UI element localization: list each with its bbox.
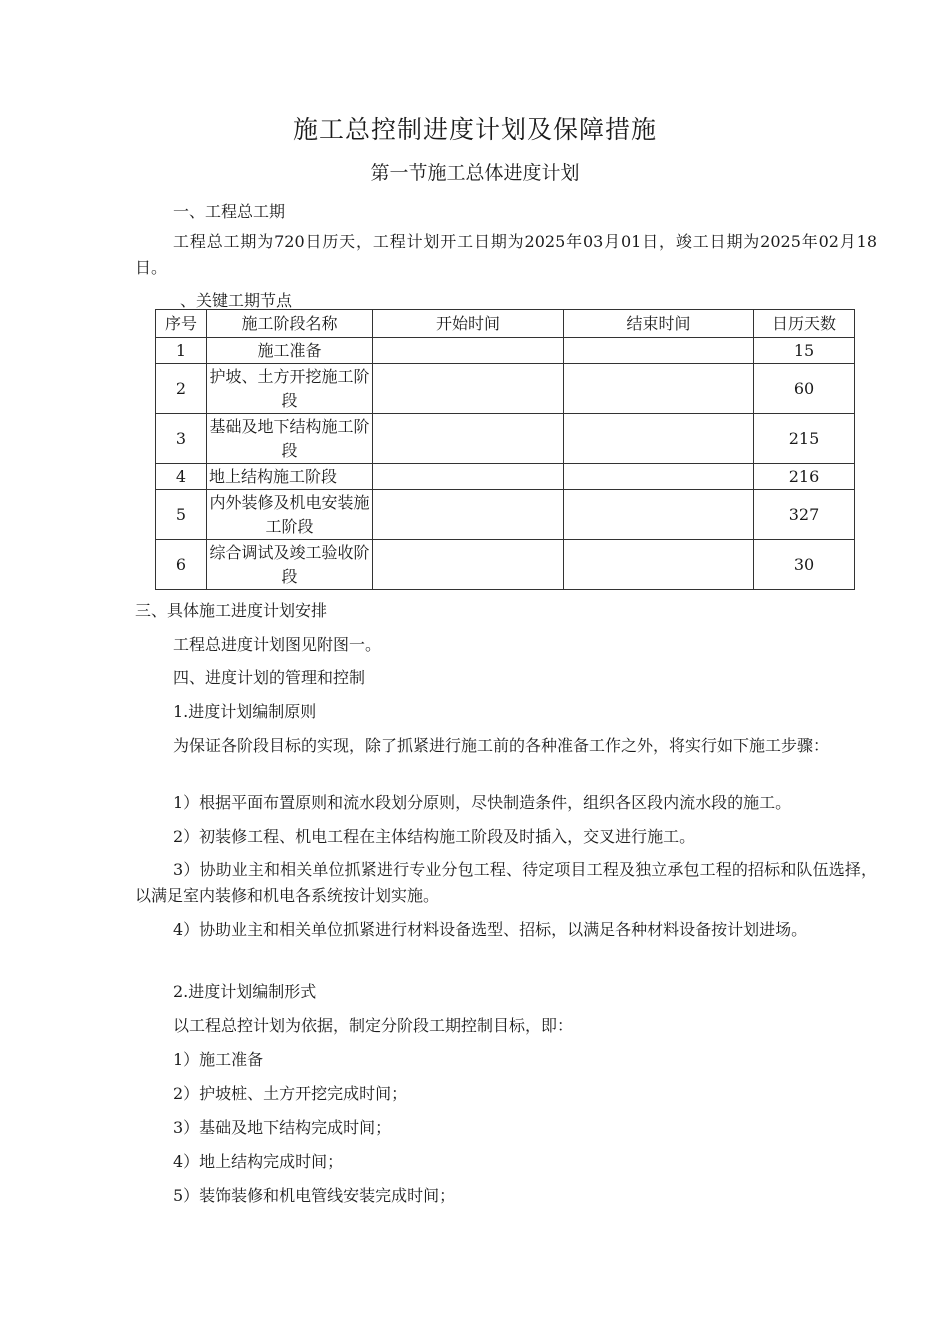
cell-stage: 内外装修及机电安装施工阶段 [207, 490, 373, 540]
target-item: 2）护坡桩、土方开挖完成时间； [173, 1084, 408, 1103]
table-header-row [156, 310, 855, 338]
cell-days: 30 [754, 540, 855, 590]
cell-end [564, 540, 754, 590]
compilation-form-text: 以工程总控计划为依据，制定分阶段工期控制目标，即： [173, 1016, 574, 1035]
table-row [156, 338, 855, 364]
total-duration-paragraph: 工程总工期为720日历天，工程计划开工日期为2025年03月01日，竣工日期为2025年02月18日。 [135, 232, 877, 277]
cell-no: 1 [156, 338, 207, 364]
cell-start [373, 338, 564, 364]
cell-days: 216 [754, 464, 855, 490]
heading-compilation-principles: 1.进度计划编制原则 [173, 702, 317, 721]
step-item: 1）根据平面布置原则和流水段划分原则，尽快制造条件，组织各区段内流水段的施工。 [173, 793, 792, 812]
cell-no: 3 [156, 414, 207, 464]
cell-end [564, 490, 754, 540]
cell-end [564, 364, 754, 414]
cell-no: 6 [156, 540, 207, 590]
target-item: 4）地上结构完成时间； [173, 1152, 344, 1171]
step-item: 2）初装修工程、机电工程在主体结构施工阶段及时插入，交叉进行施工。 [173, 827, 696, 846]
table-row [156, 540, 855, 590]
step-item: 4）协助业主和相关单位抓紧进行材料设备选型、招标，以满足各种材料设备按计划进场。 [173, 920, 808, 939]
cell-no: 2 [156, 364, 207, 414]
target-item: 1）施工准备 [173, 1050, 264, 1069]
cell-start [373, 364, 564, 414]
heading-key-milestones: 、关键工期节点 [180, 291, 293, 310]
document-title: 施工总控制进度计划及保障措施 [292, 115, 657, 144]
table-row [156, 364, 855, 414]
target-item: 5）装饰装修和机电管线安装完成时间； [173, 1186, 456, 1205]
cell-stage: 基础及地下结构施工阶段 [207, 414, 373, 464]
section-title: 第一节施工总体进度计划 [370, 162, 580, 184]
heading-total-duration: 一、工程总工期 [173, 202, 286, 221]
cell-start [373, 464, 564, 490]
header-end: 结束时间 [564, 310, 754, 338]
cell-start [373, 490, 564, 540]
header-start: 开始时间 [373, 310, 564, 338]
step-item: 3）协助业主和相关单位抓紧进行专业分包工程、待定项目工程及独立承包工程的招标和队伍选择，以满足室内装修和机电各系统按计划实施。 [135, 860, 877, 905]
schedule-arrangement-text: 工程总进度计划图见附图一。 [173, 635, 382, 654]
table-row [156, 464, 855, 490]
cell-no: 4 [156, 464, 207, 490]
cell-stage: 护坡、土方开挖施工阶段 [207, 364, 373, 414]
compilation-principles-paragraph: 为保证各阶段目标的实现，除了抓紧进行施工前的各种准备工作之外，将实行如下施工步骤： [173, 736, 830, 755]
cell-stage: 施工准备 [207, 338, 373, 364]
cell-days: 215 [754, 414, 855, 464]
header-no: 序号 [156, 310, 207, 338]
cell-days: 15 [754, 338, 855, 364]
cell-no: 5 [156, 490, 207, 540]
cell-end [564, 464, 754, 490]
header-stage: 施工阶段名称 [207, 310, 373, 338]
milestone-table [155, 309, 855, 590]
cell-start [373, 540, 564, 590]
heading-schedule-arrangement: 三、具体施工进度计划安排 [135, 601, 328, 620]
cell-days: 327 [754, 490, 855, 540]
table-row [156, 490, 855, 540]
target-item: 3）基础及地下结构完成时间； [173, 1118, 392, 1137]
table-row [156, 414, 855, 464]
cell-stage: 综合调试及竣工验收阶段 [207, 540, 373, 590]
heading-compilation-form: 2.进度计划编制形式 [173, 982, 317, 1001]
cell-end [564, 414, 754, 464]
cell-stage: 地上结构施工阶段 [207, 464, 373, 490]
cell-days: 60 [754, 364, 855, 414]
header-days: 日历天数 [754, 310, 855, 338]
heading-schedule-management: 四、进度计划的管理和控制 [173, 668, 366, 687]
cell-end [564, 338, 754, 364]
cell-start [373, 414, 564, 464]
